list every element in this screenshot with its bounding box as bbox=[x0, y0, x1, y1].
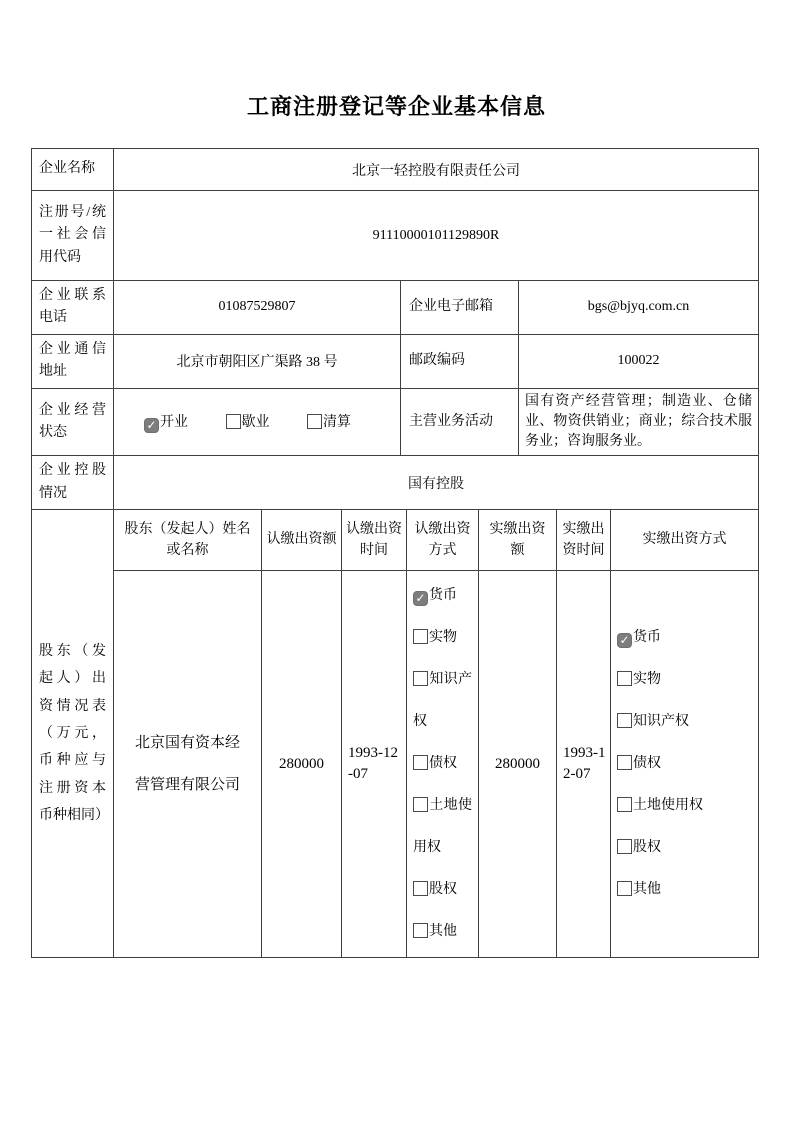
paid-other-label: 其他 bbox=[633, 882, 661, 898]
row-company-name bbox=[32, 149, 759, 191]
subscribed-other-label: 其他 bbox=[429, 924, 457, 940]
subscribed-method-physical bbox=[413, 617, 472, 659]
status-suspended-checkbox[interactable] bbox=[226, 414, 241, 429]
paid-amount-value: 280000 bbox=[479, 571, 557, 958]
paid-equity-label: 股权 bbox=[633, 840, 661, 856]
credit-code-value: 91110000101129890R bbox=[114, 191, 759, 281]
subscribed-physical-checkbox[interactable] bbox=[413, 629, 428, 644]
paid-methods-list bbox=[611, 571, 759, 958]
subscribed-equity-checkbox[interactable] bbox=[413, 881, 428, 896]
phone-value: 01087529807 bbox=[114, 281, 401, 335]
subscribed-methods-list bbox=[407, 571, 479, 958]
paid-method-currency bbox=[617, 617, 752, 659]
row-credit-code bbox=[32, 191, 759, 281]
holding-status-label: 企业控股情况 bbox=[32, 456, 114, 510]
header-shareholder-name: 股东（发起人）姓名或名称 bbox=[114, 510, 262, 571]
subscribed-method-debt bbox=[413, 743, 472, 785]
subscribed-currency-label: 货币 bbox=[429, 588, 457, 604]
subscribed-other-checkbox[interactable] bbox=[413, 923, 428, 938]
paid-land-checkbox[interactable] bbox=[617, 797, 632, 812]
subscribed-land-label: 土地使用权 bbox=[413, 798, 472, 856]
main-business-value: 国有资产经营管理；制造业、仓储业、物资供销业；商业；综合技术服务业；咨询服务业。 bbox=[519, 388, 759, 456]
address-value: 北京市朝阳区广渠路 38 号 bbox=[114, 334, 401, 388]
status-open-checkbox[interactable] bbox=[144, 418, 159, 433]
paid-ip-checkbox[interactable] bbox=[617, 713, 632, 728]
paid-debt-checkbox[interactable] bbox=[617, 755, 632, 770]
postcode-label: 邮政编码 bbox=[401, 334, 519, 388]
paid-currency-label: 货币 bbox=[633, 630, 661, 646]
status-option-liquidation bbox=[307, 411, 351, 431]
subscribed-method-land bbox=[413, 785, 472, 869]
header-subscribed-date: 认缴出资时间 bbox=[342, 510, 407, 571]
main-business-label: 主营业务活动 bbox=[401, 388, 519, 456]
status-open-label: 开业 bbox=[160, 415, 188, 430]
shareholder-header-row bbox=[32, 510, 759, 571]
phone-label: 企业联系电话 bbox=[32, 281, 114, 335]
header-paid-amount: 实缴出资额 bbox=[479, 510, 557, 571]
subscribed-debt-label: 债权 bbox=[429, 756, 457, 772]
paid-physical-label: 实物 bbox=[633, 672, 661, 688]
status-liquidation-checkbox[interactable] bbox=[307, 414, 322, 429]
paid-method-debt bbox=[617, 743, 752, 785]
subscribed-method-equity bbox=[413, 869, 472, 911]
row-holding-status bbox=[32, 456, 759, 510]
row-phone-email bbox=[32, 281, 759, 335]
company-name-label: 企业名称 bbox=[32, 149, 114, 191]
status-suspended-label: 歇业 bbox=[241, 415, 270, 430]
page-title: 工商注册登记等企业基本信息 bbox=[246, 94, 546, 119]
shareholder-table bbox=[31, 509, 759, 958]
subscribed-currency-checkbox[interactable] bbox=[413, 591, 428, 606]
paid-debt-label: 债权 bbox=[633, 756, 661, 772]
status-liquidation-label: 清算 bbox=[323, 415, 351, 430]
status-option-open bbox=[144, 411, 188, 433]
paid-ip-label: 知识产权 bbox=[633, 714, 689, 730]
operating-status-options bbox=[114, 388, 401, 456]
subscribed-land-checkbox[interactable] bbox=[413, 797, 428, 812]
paid-method-other bbox=[617, 869, 752, 911]
paid-other-checkbox[interactable] bbox=[617, 881, 632, 896]
header-paid-method: 实缴出资方式 bbox=[611, 510, 759, 571]
row-status-business bbox=[32, 388, 759, 456]
subscribed-method-ip bbox=[413, 659, 472, 743]
credit-code-label: 注册号/统一社会信用代码 bbox=[32, 191, 114, 281]
shareholder-name-value: 北京国有资本经营管理有限公司 bbox=[114, 571, 262, 958]
subscribed-ip-checkbox[interactable] bbox=[413, 671, 428, 686]
shareholder-data-row bbox=[32, 571, 759, 958]
shareholder-section-label: 股东（发起人）出资情况表（万元，币种应与注册资本币种相同） bbox=[32, 510, 114, 958]
paid-method-equity bbox=[617, 827, 752, 869]
holding-status-value: 国有控股 bbox=[114, 456, 759, 510]
paid-currency-checkbox[interactable] bbox=[617, 633, 632, 648]
operating-status-label: 企业经营状态 bbox=[32, 388, 114, 456]
subscribed-method-currency bbox=[413, 575, 472, 617]
header-subscribed-method: 认缴出资方式 bbox=[407, 510, 479, 571]
paid-method-physical bbox=[617, 659, 752, 701]
header-subscribed-amount: 认缴出资额 bbox=[262, 510, 342, 571]
paid-equity-checkbox[interactable] bbox=[617, 839, 632, 854]
paid-method-ip bbox=[617, 701, 752, 743]
subscribed-amount-value: 280000 bbox=[262, 571, 342, 958]
paid-land-label: 土地使用权 bbox=[633, 798, 703, 814]
subscribed-method-other bbox=[413, 911, 472, 953]
header-paid-date: 实缴出资时间 bbox=[557, 510, 611, 571]
postcode-value: 100022 bbox=[519, 334, 759, 388]
paid-physical-checkbox[interactable] bbox=[617, 671, 632, 686]
email-value: bgs@bjyq.com.cn bbox=[519, 281, 759, 335]
subscribed-physical-label: 实物 bbox=[429, 630, 457, 646]
company-name-value: 北京一轻控股有限责任公司 bbox=[114, 149, 759, 191]
subscribed-equity-label: 股权 bbox=[429, 882, 457, 898]
row-address-postcode bbox=[32, 334, 759, 388]
paid-method-land bbox=[617, 785, 752, 827]
company-info-table bbox=[31, 148, 759, 510]
email-label: 企业电子邮箱 bbox=[401, 281, 519, 335]
status-option-suspended bbox=[226, 411, 270, 431]
subscribed-ip-label: 知识产权 bbox=[413, 672, 472, 730]
subscribed-date-value: 1993-12-07 bbox=[342, 571, 407, 958]
paid-date-value: 1993-12-07 bbox=[557, 571, 611, 958]
address-label: 企业通信地址 bbox=[32, 334, 114, 388]
subscribed-debt-checkbox[interactable] bbox=[413, 755, 428, 770]
